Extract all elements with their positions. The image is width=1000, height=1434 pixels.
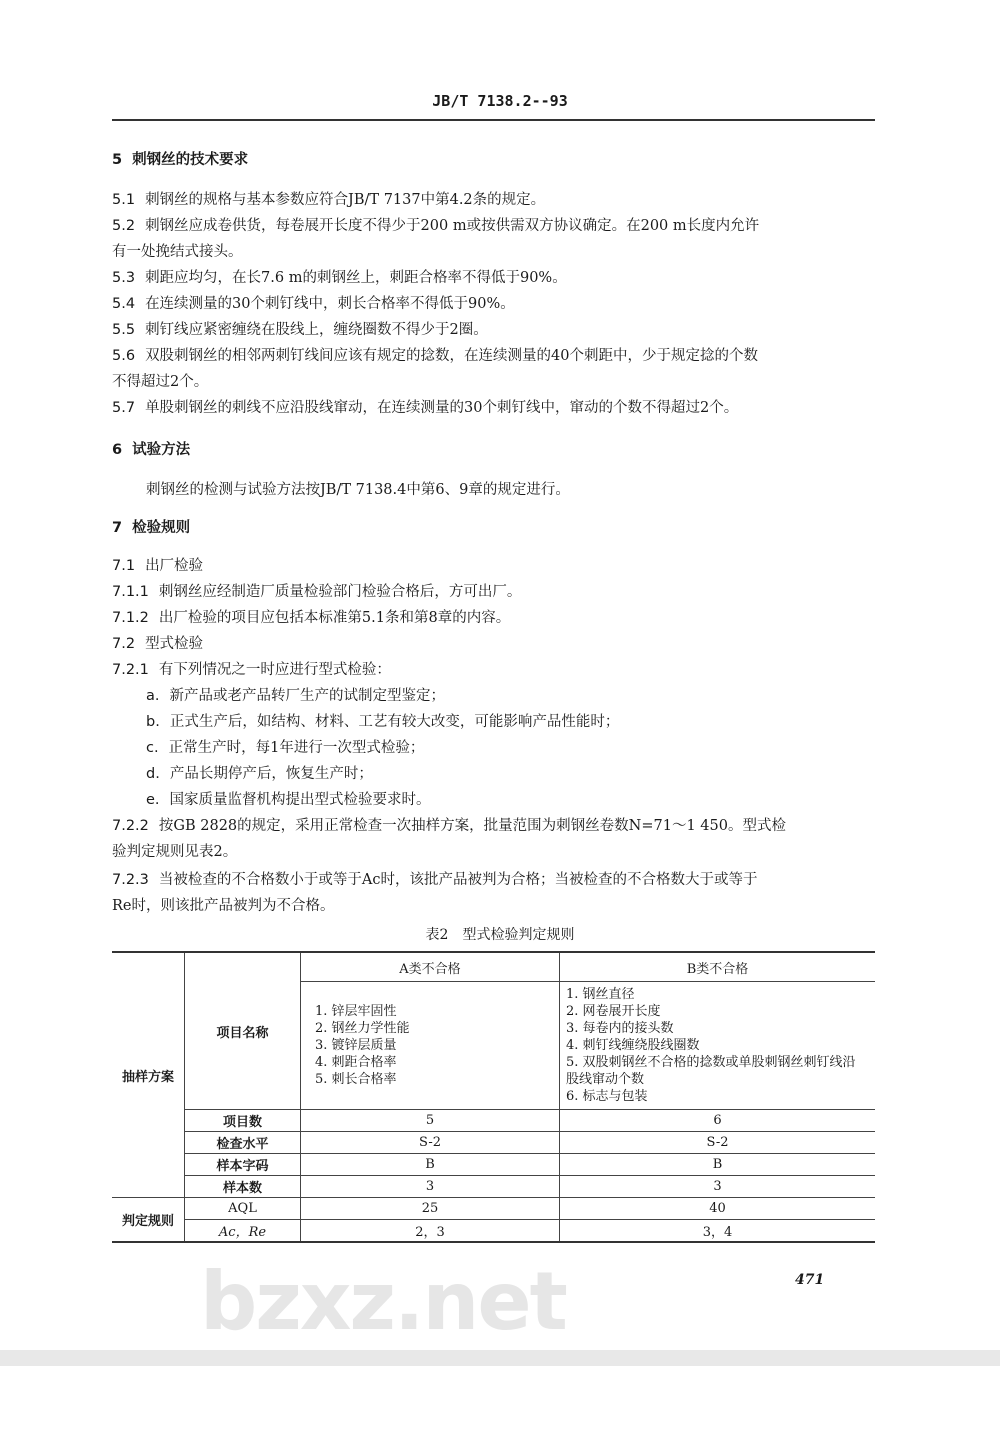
paragraph-line	[112, 660, 391, 680]
cell-b: 3	[560, 1176, 876, 1198]
clause-text: 刺钢丝的技术要求	[132, 151, 249, 168]
watermark: bzxz.net	[200, 1255, 566, 1348]
clause-number: 5.5	[112, 322, 136, 338]
item-entry: 1. 钢丝直径	[566, 987, 635, 1002]
paragraph-line	[112, 634, 203, 654]
item-name-label: 项目名称	[185, 952, 301, 1110]
paragraph-line	[112, 870, 758, 890]
item-entry: 1. 锌层牢固性	[315, 1004, 397, 1019]
row-label: AQL	[185, 1198, 301, 1220]
clause-text: 产品长期停产后，恢复生产时；	[169, 766, 373, 782]
row-label: 样本数	[185, 1176, 301, 1198]
cell-a: B	[301, 1154, 560, 1176]
paragraph-line	[112, 608, 510, 628]
paragraph-line	[112, 372, 208, 392]
inspection-table	[112, 951, 875, 1243]
clause-text: 当被检查的不合格数小于或等于Ac时，该批产品被判为合格；当被检查的不合格数大于或等于	[158, 872, 758, 888]
clause-number: d.	[146, 766, 160, 782]
paragraph-line	[146, 764, 373, 784]
page-number: 471	[795, 1272, 825, 1288]
clause-number: 7.2	[112, 636, 136, 652]
clause-number: 5.3	[112, 270, 136, 286]
cell-b: 6	[560, 1110, 876, 1132]
clause-text: 刺钢丝应经制造厂质量检验部门检验合格后，方可出厂。	[158, 584, 522, 600]
clause-text: 在连续测量的30个刺钉线中，刺长合格率不得低于90%。	[145, 296, 515, 312]
paragraph-line	[112, 556, 203, 576]
cell-a: S-2	[301, 1132, 560, 1154]
clause-number: 7	[112, 520, 123, 536]
clause-text: 有下列情况之一时应进行型式检验：	[158, 662, 391, 678]
clause-number: 7.2.3	[112, 872, 149, 888]
col-a-header: A类不合格	[301, 952, 560, 982]
clause-text: Re时，则该批产品被判为不合格。	[112, 898, 335, 914]
item-entry: 3. 每卷内的接头数	[566, 1021, 674, 1036]
paragraph-line	[112, 816, 786, 836]
clause-text: 刺钢丝的检测与试验方法按JB/T 7138.4中第6、9章的规定进行。	[146, 482, 570, 498]
clause-text: 新产品或老产品转厂生产的试制定型鉴定；	[169, 688, 445, 704]
paragraph-line	[112, 294, 515, 314]
clause-number: 7.2.1	[112, 662, 149, 678]
row-label: 检查水平	[185, 1132, 301, 1154]
cell-b: S-2	[560, 1132, 876, 1154]
page-header: JB/T 7138.2--93	[432, 92, 568, 110]
clause-text: 验判定规则见表2。	[112, 844, 238, 860]
paragraph-line	[146, 480, 570, 500]
clause-number: 5.7	[112, 400, 136, 416]
paragraph-line	[146, 712, 619, 732]
paragraph-line	[112, 582, 521, 602]
paragraph-line	[112, 242, 243, 262]
clause-number: 7.1.2	[112, 610, 149, 626]
cell-b: 3，4	[560, 1220, 876, 1243]
item-entry: 5. 双股刺钢丝不合格的捻数或单股刺钢丝刺钉线沿股线窜动个数	[566, 1055, 856, 1087]
clause-text: 国家质量监督机构提出型式检验要求时。	[169, 792, 431, 808]
clause-number: c.	[146, 740, 159, 756]
viewer-bottom-band	[0, 1350, 1000, 1366]
group-sampling: 抽样方案	[112, 952, 185, 1198]
clause-text: 出厂检验的项目应包括本标准第5.1条和第8章的内容。	[158, 610, 511, 626]
clause-text: 不得超过2个。	[112, 374, 209, 390]
clause-number: b.	[146, 714, 160, 730]
clause-text: 正常生产时，每1年进行一次型式检验；	[168, 740, 425, 756]
item-entry: 4. 刺距合格率	[315, 1055, 397, 1070]
clause-number: 7.2.2	[112, 818, 149, 834]
clause-text: 型式检验	[145, 636, 204, 652]
section-heading	[112, 518, 190, 538]
row-label: 项目数	[185, 1110, 301, 1132]
clause-text: 单股刺钢丝的刺线不应沿股线窜动，在连续测量的30个刺钉线中，窜动的个数不得超过2个。	[145, 400, 739, 416]
clause-number: 6	[112, 442, 123, 458]
table-caption: 表2 型式检验判定规则	[425, 927, 575, 943]
clause-number: a.	[146, 688, 160, 704]
clause-number: 5.1	[112, 192, 136, 208]
item-entry: 6. 标志与包装	[566, 1089, 648, 1104]
row-label: Ac，Re	[185, 1220, 301, 1243]
item-entry: 4. 刺钉线缠绕股线圈数	[566, 1038, 700, 1053]
section-heading	[112, 440, 190, 460]
clause-number: e.	[146, 792, 160, 808]
paragraph-line	[112, 216, 759, 236]
paragraph-line	[112, 398, 738, 418]
cell-b: B	[560, 1154, 876, 1176]
clause-text: 刺钢丝的规格与基本参数应符合JB/T 7137中第4.2条的规定。	[145, 192, 546, 208]
paragraph-line	[112, 320, 488, 340]
paragraph-line	[112, 268, 567, 288]
item-entry: 2. 网卷展开长度	[566, 1004, 661, 1019]
clause-text: 试验方法	[132, 441, 191, 458]
clause-number: 7.1	[112, 558, 136, 574]
clause-number: 5.2	[112, 218, 136, 234]
cell-a: 2，3	[301, 1220, 560, 1243]
cell-a: 5	[301, 1110, 560, 1132]
clause-number: 7.1.1	[112, 584, 149, 600]
item-entry: 5. 刺长合格率	[315, 1072, 397, 1087]
clause-text: 刺钢丝应成卷供货，每卷展开长度不得少于200 m或按供需双方协议确定。在200 m长度内允许	[145, 218, 760, 234]
cell-b: 40	[560, 1198, 876, 1220]
item-entry: 3. 镀锌层质量	[315, 1038, 397, 1053]
clause-number: 5.6	[112, 348, 136, 364]
clause-text: 双股刺钢丝的相邻两刺钉线间应该有规定的捻数，在连续测量的40个刺距中，少于规定捻的个数	[145, 348, 759, 364]
items-b	[560, 982, 876, 1110]
clause-text: 有一处挽结式接头。	[112, 244, 243, 260]
section-heading	[112, 150, 248, 170]
clause-text: 正式生产后，如结构、材料、工艺有较大改变，可能影响产品性能时；	[169, 714, 620, 730]
clause-number: 5	[112, 152, 123, 168]
clause-text: 出厂检验	[145, 558, 204, 574]
header-rule	[112, 119, 875, 121]
paragraph-line	[146, 738, 424, 758]
cell-a: 3	[301, 1176, 560, 1198]
clause-text: 按GB 2828的规定，采用正常检查一次抽样方案，批量范围为刺钢丝卷数N=71～1 450。型式检	[158, 818, 786, 834]
cell-a: 25	[301, 1198, 560, 1220]
clause-number: 5.4	[112, 296, 136, 312]
group-judgement: 判定规则	[112, 1198, 185, 1243]
paragraph-line	[112, 842, 237, 862]
item-entry: 2. 钢丝力学性能	[315, 1021, 410, 1036]
items-a	[301, 982, 560, 1110]
row-label: 样本字码	[185, 1154, 301, 1176]
clause-text: 刺距应均匀，在长7.6 m的刺钢丝上，刺距合格率不得低于90%。	[145, 270, 567, 286]
paragraph-line	[112, 346, 758, 366]
paragraph-line	[112, 896, 335, 916]
clause-text: 检验规则	[132, 519, 191, 536]
paragraph-line	[146, 686, 445, 706]
paragraph-line	[112, 190, 545, 210]
paragraph-line	[146, 790, 431, 810]
clause-text: 刺钉线应紧密缠绕在股线上，缠绕圈数不得少于2圈。	[145, 322, 488, 338]
col-b-header: B类不合格	[560, 952, 876, 982]
